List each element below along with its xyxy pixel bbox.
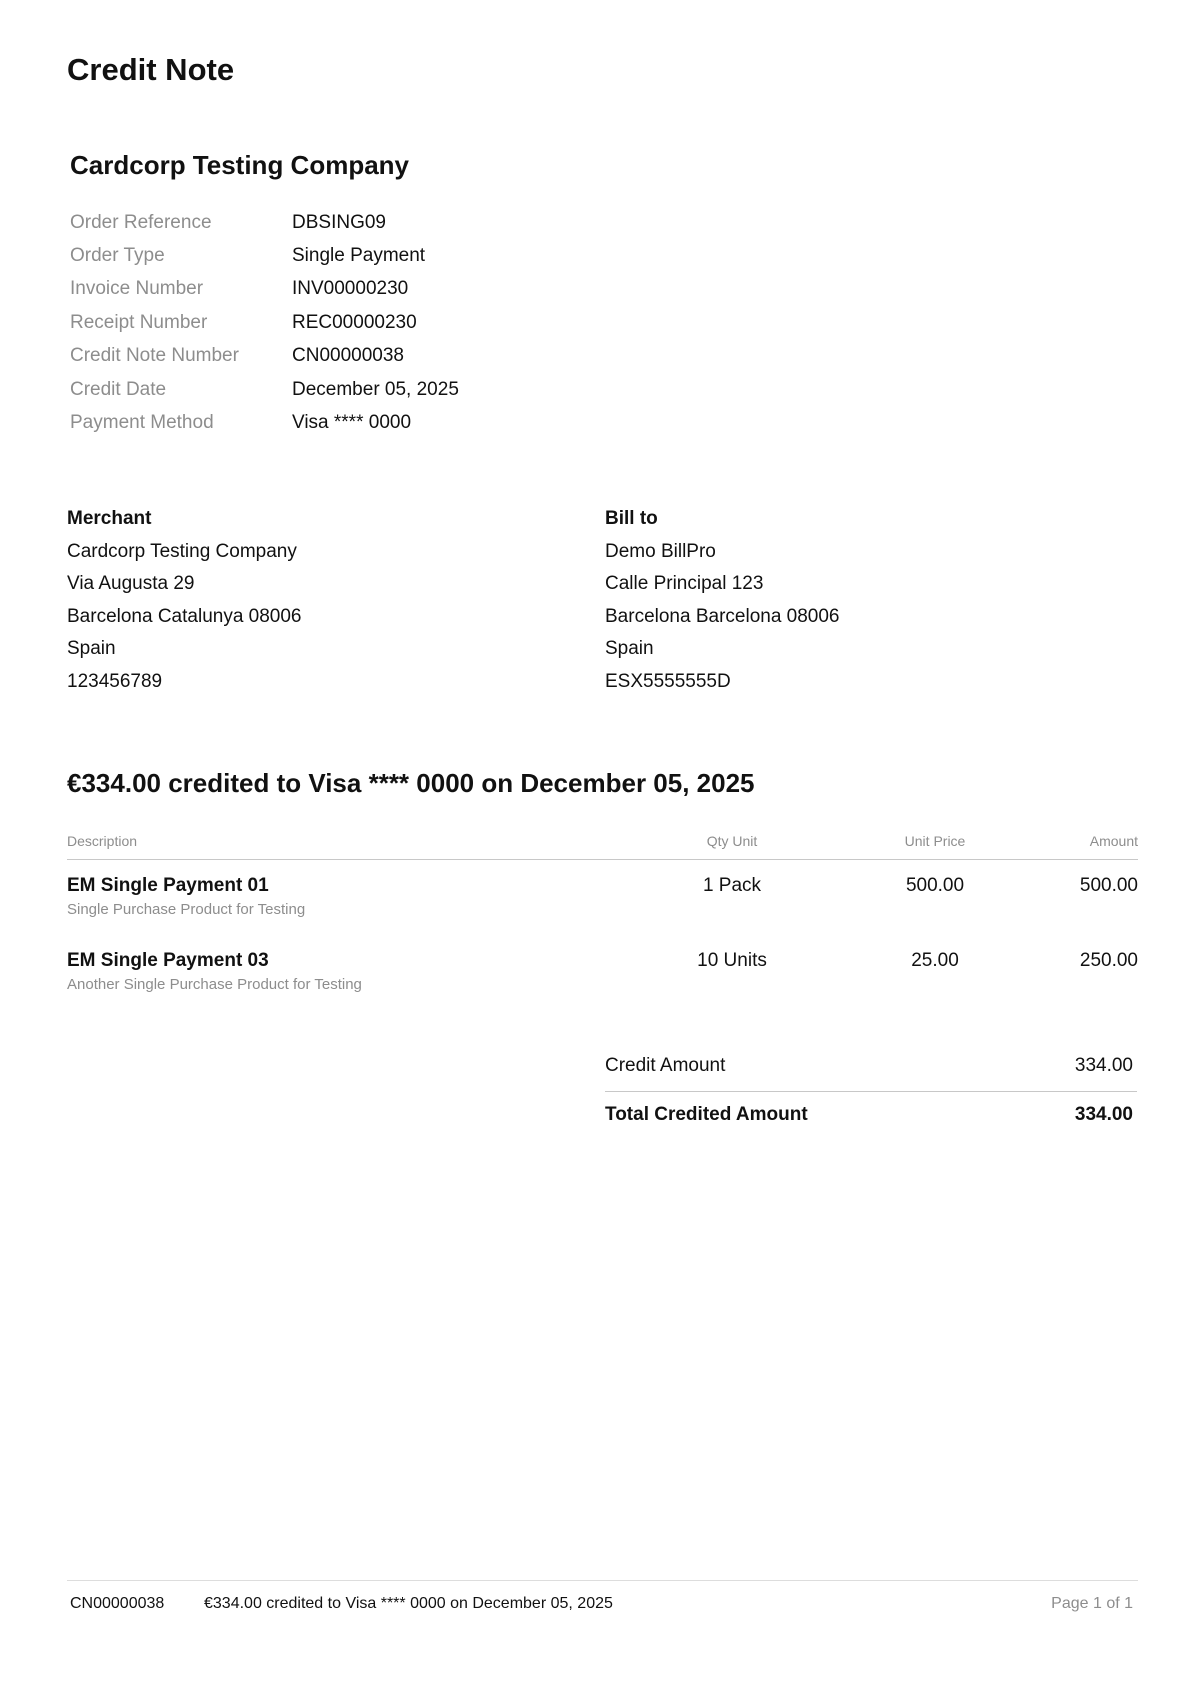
footer-document-number: CN00000038 bbox=[70, 1595, 165, 1612]
detail-label: Invoice Number bbox=[70, 278, 204, 299]
item-description: Single Purchase Product for Testing bbox=[67, 901, 306, 918]
column-header-amount: Amount bbox=[1089, 833, 1138, 849]
merchant-heading: Merchant bbox=[67, 508, 152, 529]
item-qty: 1 Pack bbox=[702, 875, 762, 896]
item-qty: 10 Units bbox=[697, 950, 767, 971]
detail-label: Order Reference bbox=[70, 212, 212, 233]
item-unit-price: 25.00 bbox=[911, 950, 959, 971]
footer-divider bbox=[67, 1580, 1138, 1581]
merchant-line: Barcelona Catalunya 08006 bbox=[67, 605, 302, 627]
footer-summary: €334.00 credited to Visa **** 0000 on December 05, 2025 bbox=[204, 1595, 613, 1612]
total-credited-label: Total Credited Amount bbox=[605, 1104, 808, 1125]
merchant-block bbox=[67, 503, 302, 698]
totals-divider bbox=[605, 1091, 1137, 1092]
detail-label: Payment Method bbox=[70, 412, 214, 433]
order-reference-value: DBSING09 bbox=[292, 212, 386, 233]
bill-to-line: Demo BillPro bbox=[605, 540, 716, 562]
column-header-unit-price: Unit Price bbox=[904, 833, 966, 849]
item-name: EM Single Payment 01 bbox=[67, 875, 269, 896]
footer-page-number: Page 1 of 1 bbox=[1051, 1595, 1133, 1612]
receipt-number-value: REC00000230 bbox=[292, 312, 417, 333]
detail-label: Order Type bbox=[70, 245, 165, 266]
company-name-heading: Cardcorp Testing Company bbox=[70, 150, 410, 180]
merchant-line: Spain bbox=[67, 638, 116, 659]
credit-amount-label: Credit Amount bbox=[605, 1055, 726, 1076]
detail-label: Receipt Number bbox=[70, 312, 208, 333]
credit-amount-value: 334.00 bbox=[1074, 1055, 1133, 1076]
detail-label: Credit Note Number bbox=[70, 345, 239, 366]
item-description: Another Single Purchase Product for Testing bbox=[67, 976, 362, 993]
bill-to-line: Calle Principal 123 bbox=[605, 573, 764, 594]
bill-to-line: Barcelona Barcelona 08006 bbox=[605, 605, 840, 627]
column-header-qty: Qty Unit bbox=[706, 833, 758, 849]
item-unit-price: 500.00 bbox=[905, 875, 965, 896]
item-amount: 250.00 bbox=[1079, 950, 1138, 971]
bill-to-heading: Bill to bbox=[605, 508, 658, 529]
merchant-line: Via Augusta 29 bbox=[67, 573, 195, 594]
credit-summary-heading: €334.00 credited to Visa **** 0000 on December 05, 2025 bbox=[67, 768, 755, 798]
merchant-line: Cardcorp Testing Company bbox=[67, 540, 297, 562]
order-type-value: Single Payment bbox=[292, 245, 426, 266]
detail-label: Credit Date bbox=[70, 379, 167, 400]
total-credited-value: 334.00 bbox=[1074, 1104, 1133, 1125]
payment-method-value: Visa **** 0000 bbox=[292, 412, 412, 433]
item-amount: 500.00 bbox=[1079, 875, 1138, 896]
merchant-line: 123456789 bbox=[67, 670, 163, 692]
bill-to-line: ESX5555555D bbox=[605, 670, 731, 692]
credit-note-number-value: CN00000038 bbox=[292, 345, 404, 366]
invoice-number-value: INV00000230 bbox=[292, 278, 409, 299]
document-title: Credit Note bbox=[67, 52, 235, 87]
table-header-divider bbox=[67, 859, 1138, 860]
column-header-description: Description bbox=[67, 833, 138, 849]
bill-to-line: Spain bbox=[605, 638, 654, 659]
item-name: EM Single Payment 03 bbox=[67, 950, 269, 971]
bill-to-block bbox=[605, 503, 840, 698]
credit-date-value: December 05, 2025 bbox=[292, 379, 459, 400]
